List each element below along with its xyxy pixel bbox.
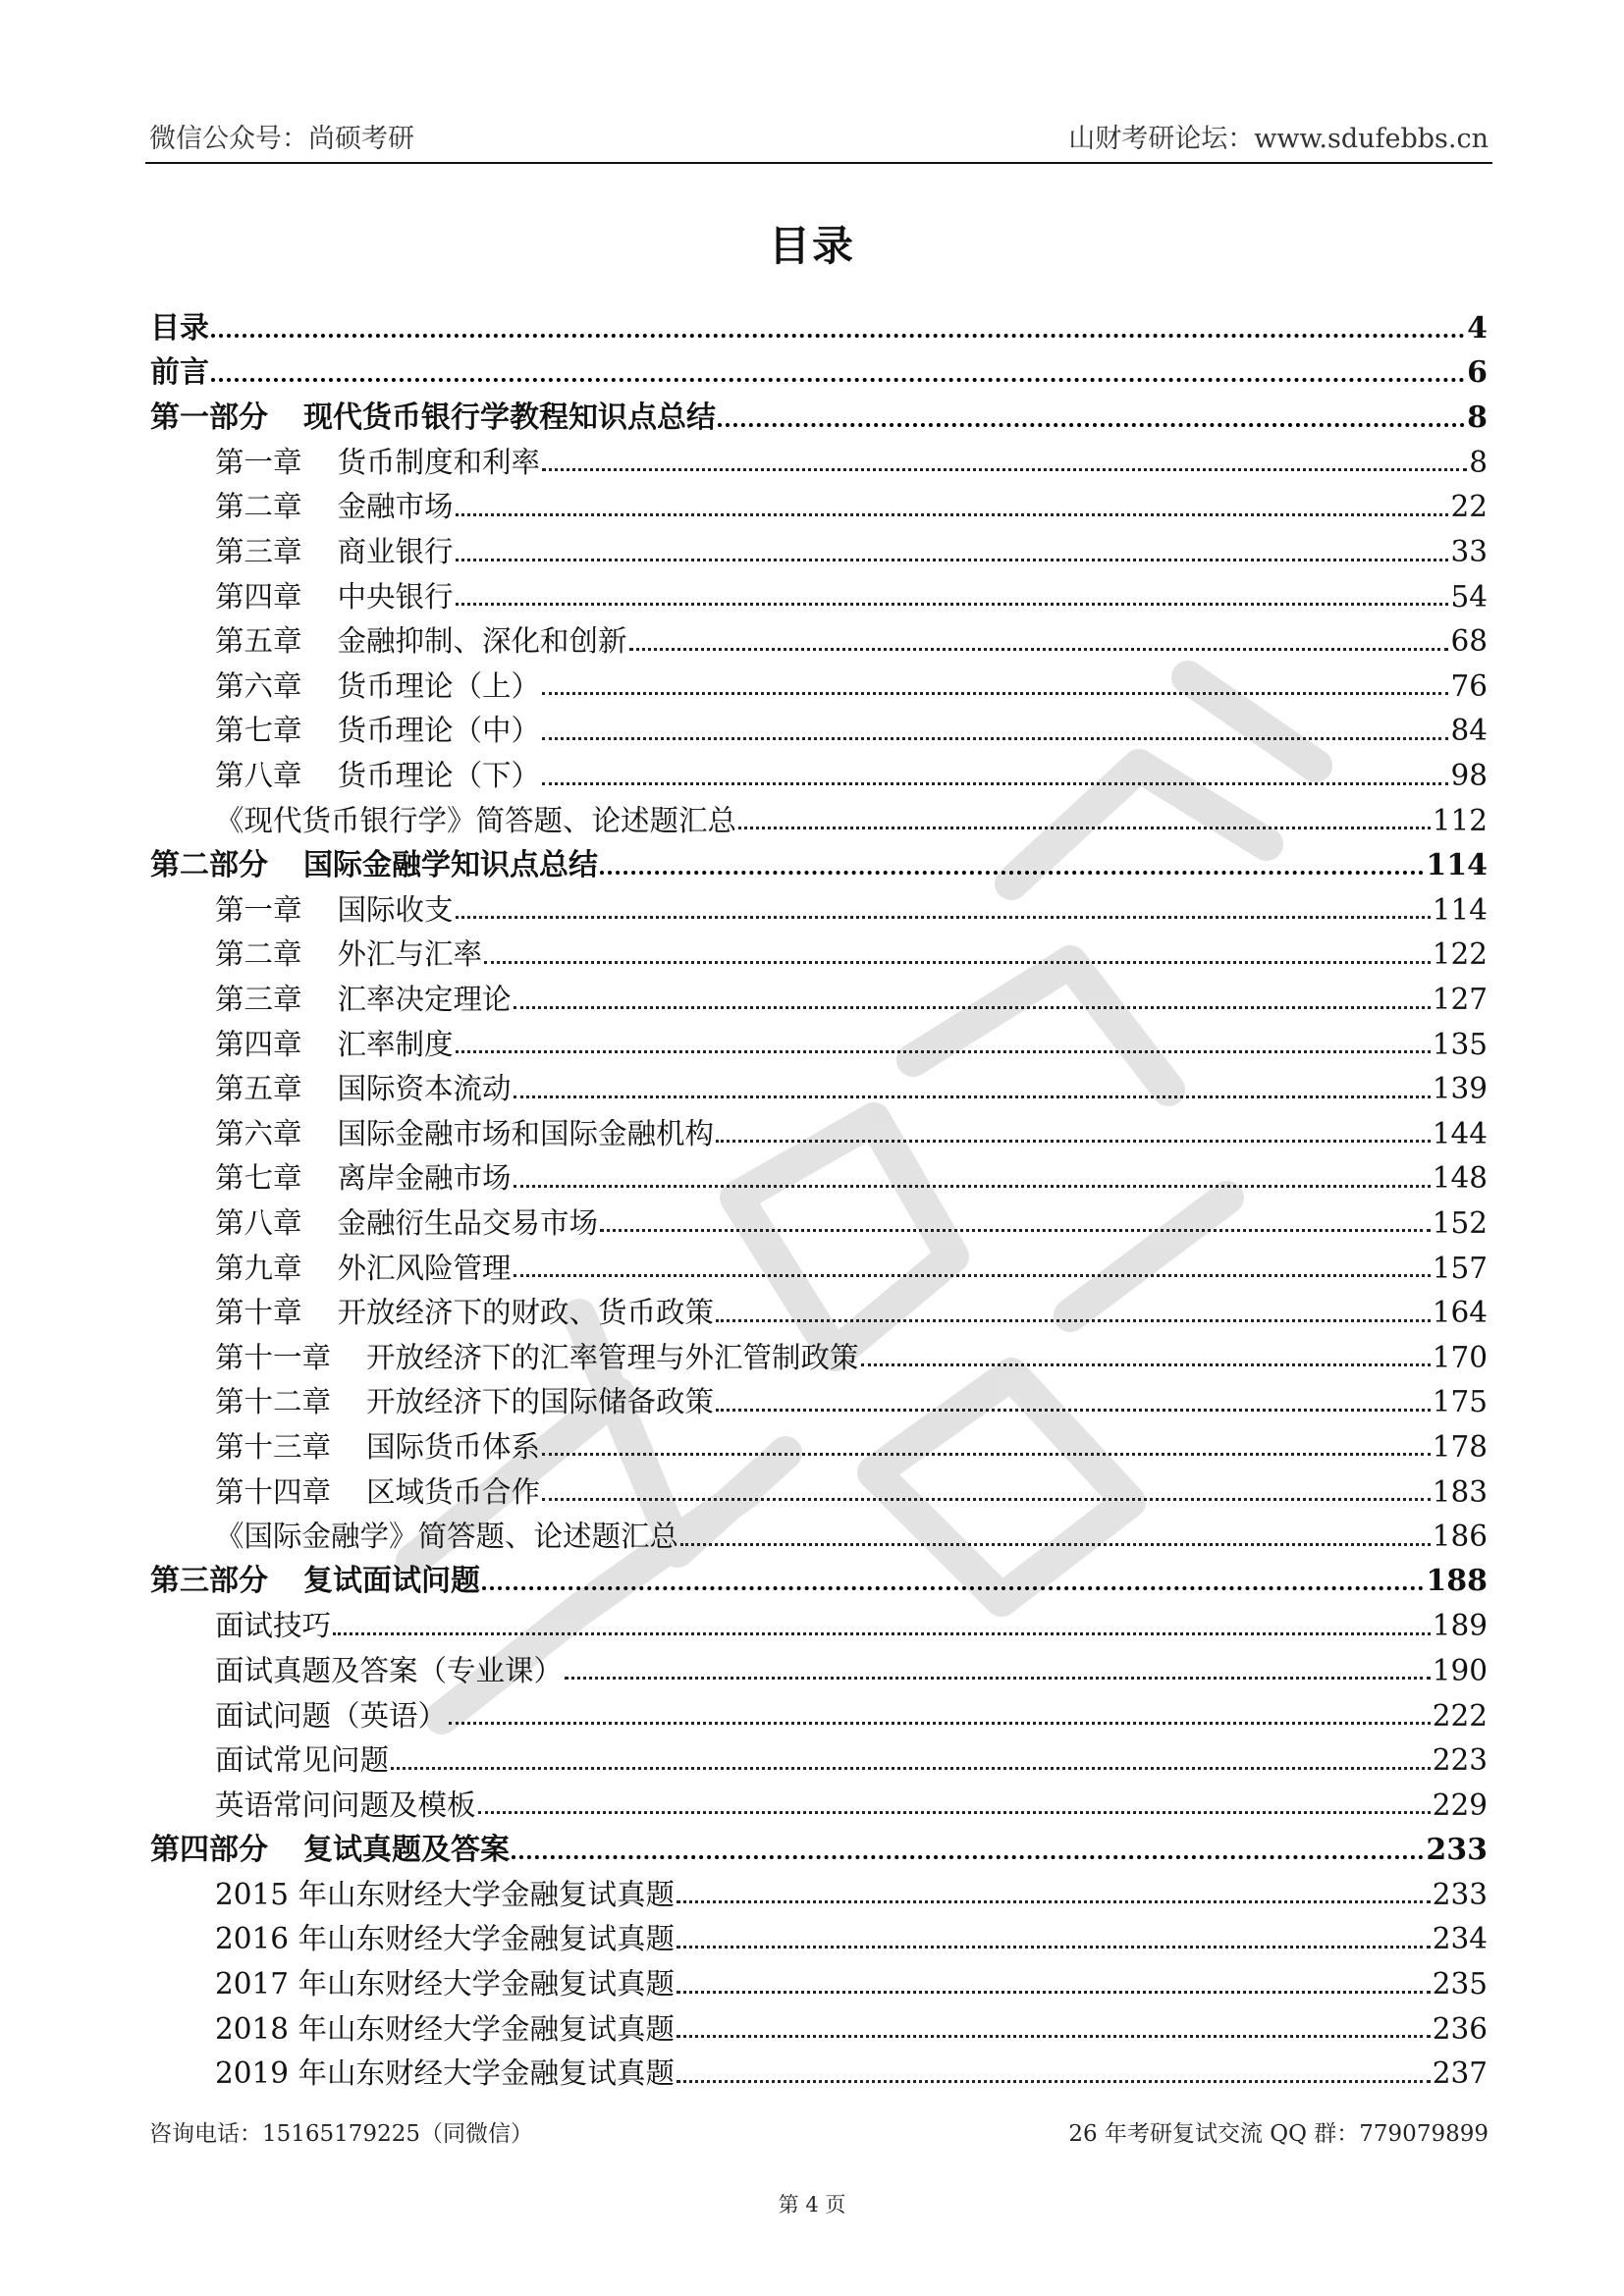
toc-chapter-entry[interactable] (150, 1469, 1488, 1515)
toc-page-number: 122 (1432, 937, 1488, 972)
toc-chapter-entry[interactable] (150, 1962, 1488, 2007)
toc-entry-number: 第三章 (215, 535, 302, 569)
toc-dot-leader (211, 378, 1465, 382)
toc-chapter-entry[interactable] (150, 530, 1488, 575)
toc-entry-number: 第十三章 (215, 1429, 332, 1464)
toc-page-number: 175 (1432, 1385, 1488, 1419)
toc-entry-title (215, 579, 454, 620)
toc-dot-leader (677, 1991, 1431, 1994)
toc-page-number: 223 (1432, 1743, 1488, 1778)
toc-entry-title (150, 1564, 480, 1604)
toc-dot-leader (716, 1409, 1431, 1412)
toc-entry-name: 货币理论（中） (337, 714, 541, 748)
toc-entry-title: 英语常问问题及模板 (215, 1788, 476, 1822)
toc-chapter-entry[interactable] (150, 441, 1488, 486)
toc-page-number: 33 (1450, 535, 1488, 569)
toc-entry-title (150, 847, 598, 888)
toc-entry-title (215, 937, 483, 978)
footer-qq-group: 26 年考研复试交流 QQ 群：779079899 (1068, 2121, 1489, 2147)
toc-entry-name: 国际金融市场和国际金融机构 (337, 1116, 715, 1150)
toc-chapter-entry[interactable] (150, 1336, 1488, 1381)
toc-page-number: 114 (1426, 847, 1488, 882)
toc-dot-leader (716, 1319, 1431, 1322)
toc-entry-number: 第六章 (215, 668, 302, 703)
toc-entry-number: 第一部分 (150, 400, 268, 435)
toc-page-number: 135 (1432, 1027, 1488, 1061)
toc-page-number: 170 (1432, 1340, 1488, 1374)
toc-dot-leader (512, 1855, 1424, 1859)
toc-page-number: 148 (1432, 1161, 1488, 1196)
toc-entry-name: 国际货币体系 (366, 1429, 541, 1464)
toc-dot-leader (677, 1900, 1431, 1903)
toc-entry-name: 商业银行 (337, 535, 454, 569)
toc-entry-name: 金融衍生品交易市场 (337, 1205, 599, 1240)
toc-entry-number: 第三部分 (150, 1564, 268, 1599)
toc-chapter-entry[interactable] (150, 1738, 1488, 1784)
toc-entry-title (215, 983, 512, 1023)
toc-entry-title (215, 535, 454, 575)
toc-entry-number: 第五章 (215, 624, 302, 659)
toc-page-number: 6 (1467, 355, 1488, 391)
toc-dot-leader (738, 827, 1431, 829)
toc-chapter-entry[interactable] (150, 1604, 1488, 1649)
toc-page-number: 229 (1432, 1788, 1488, 1822)
toc-entry-number: 第十二章 (215, 1385, 332, 1419)
toc-entry-name: 外汇与汇率 (337, 937, 483, 972)
toc-dot-leader (542, 1498, 1431, 1501)
toc-entry-title (215, 759, 541, 799)
toc-chapter-entry[interactable] (150, 1917, 1488, 1962)
toc-entry-name: 货币理论（上） (337, 668, 541, 703)
toc-dot-leader (514, 1095, 1431, 1098)
toc-entry-name: 复试面试问题 (303, 1564, 480, 1599)
toc-entry-number: 第一章 (215, 892, 302, 927)
toc-dot-leader (478, 1811, 1431, 1814)
toc-chapter-entry[interactable] (150, 1873, 1488, 1918)
toc-page-number: 4 (1467, 310, 1488, 346)
toc-dot-leader (456, 916, 1431, 919)
footer-phone: 咨询电话：15165179225（同微信） (149, 2121, 533, 2147)
toc-dot-leader (484, 961, 1431, 964)
toc-entry-title: 2019 年山东财经大学金融复试真题 (215, 2056, 675, 2091)
toc-entry-name: 开放经济下的国际储备政策 (366, 1385, 715, 1419)
toc-page-number: 178 (1432, 1429, 1488, 1464)
toc-part-entry[interactable] (150, 396, 1488, 441)
toc-page-number: 233 (1426, 1832, 1488, 1867)
toc-page-number: 139 (1432, 1072, 1488, 1106)
toc-dot-leader (542, 1453, 1431, 1456)
toc-dot-leader (456, 559, 1449, 561)
toc-page-number: 8 (1467, 400, 1488, 435)
toc-page-number: 54 (1450, 579, 1488, 614)
toc-chapter-entry[interactable] (150, 1380, 1488, 1425)
toc-chapter-entry[interactable] (150, 1112, 1488, 1157)
toc-entry-title: 2017 年山东财经大学金融复试真题 (215, 1967, 675, 2002)
toc-entry-title (215, 1251, 512, 1292)
toc-page-number: 8 (1469, 445, 1488, 479)
toc-entry-name: 复试真题及答案 (303, 1832, 510, 1867)
toc-entry-title: 2018 年山东财经大学金融复试真题 (215, 2011, 675, 2046)
toc-entry-title (215, 1072, 512, 1112)
toc-dot-leader (861, 1363, 1431, 1366)
toc-dot-leader (456, 513, 1449, 516)
toc-entry-title (150, 1832, 510, 1873)
toc-page-number: 112 (1432, 803, 1488, 837)
toc-entry-title (215, 714, 541, 754)
page-number: 第 4 页 (778, 2193, 846, 2216)
toc-page-number: 152 (1432, 1205, 1488, 1240)
toc-entry-title (215, 490, 454, 530)
toc-chapter-entry[interactable] (150, 1291, 1488, 1336)
toc-entry-number: 第八章 (215, 1205, 302, 1240)
toc-chapter-entry[interactable] (150, 1784, 1488, 1829)
toc-entry-number: 第五章 (215, 1072, 302, 1106)
toc-entry-title: 《现代货币银行学》简答题、论述题汇总 (215, 803, 737, 837)
toc-part-entry[interactable] (150, 843, 1488, 888)
toc-dot-leader (542, 692, 1448, 695)
toc-entry-title (215, 1027, 454, 1068)
toc-page-number: 127 (1432, 983, 1488, 1016)
toc-dot-leader (718, 423, 1465, 427)
toc-entry-number: 第八章 (215, 759, 302, 793)
toc-chapter-entry[interactable] (150, 575, 1488, 620)
toc-page-number: 233 (1432, 1877, 1488, 1911)
toc-entry-title: 面试问题（英语） (215, 1698, 448, 1733)
toc-part-entry[interactable] (150, 1828, 1488, 1873)
toc-dot-leader (542, 737, 1448, 740)
toc-entry-title: 2016 年山东财经大学金融复试真题 (215, 1922, 675, 1956)
toc-entry-title (215, 624, 627, 665)
toc-entry-number: 第十一章 (215, 1340, 332, 1374)
toc-entry-title (215, 1296, 715, 1336)
toc-dot-leader (449, 1722, 1431, 1725)
toc-page-number: 22 (1450, 490, 1488, 524)
toc-entry-title (150, 400, 716, 441)
toc-page-number: 98 (1450, 759, 1488, 793)
toc-entry-title: 面试真题及答案（专业课） (215, 1653, 564, 1687)
toc-dot-leader (542, 782, 1448, 785)
toc-page-number: 68 (1450, 624, 1488, 659)
toc-entry-number: 第七章 (215, 714, 302, 748)
toc-page-number: 235 (1432, 1967, 1488, 2002)
toc-entry-name: 国际金融学知识点总结 (303, 847, 598, 882)
toc-entry-title: 《国际金融学》简答题、论述题汇总 (215, 1520, 679, 1554)
toc-dot-leader (677, 2080, 1431, 2083)
toc-entry-name: 货币理论（下） (337, 759, 541, 793)
toc-entry-name: 中央银行 (337, 579, 454, 614)
toc-dot-leader (565, 1677, 1431, 1680)
toc-entry-number: 第四部分 (150, 1832, 268, 1867)
toc-part-entry[interactable] (150, 351, 1488, 397)
toc-dot-leader (333, 1632, 1431, 1635)
toc-chapter-entry[interactable] (150, 485, 1488, 530)
toc-page-number: 114 (1432, 892, 1488, 927)
table-of-contents (150, 306, 1488, 2097)
toc-chapter-entry[interactable] (150, 2007, 1488, 2053)
toc-part-entry[interactable] (150, 1560, 1488, 1605)
toc-dot-leader (542, 468, 1467, 471)
toc-entry-title (215, 1161, 512, 1201)
toc-entry-title: 面试常见问题 (215, 1743, 390, 1778)
toc-dot-leader (211, 334, 1465, 338)
toc-dot-leader (456, 603, 1449, 606)
toc-chapter-entry[interactable] (150, 1201, 1488, 1247)
toc-page-number: 76 (1450, 668, 1488, 703)
toc-page-number: 189 (1432, 1609, 1488, 1643)
toc-chapter-entry[interactable] (150, 888, 1488, 934)
toc-dot-leader (600, 1229, 1431, 1232)
toc-dot-leader (456, 1050, 1431, 1053)
toc-entry-number: 第二章 (215, 937, 302, 972)
toc-page-number: 157 (1432, 1251, 1488, 1285)
toc-dot-leader (514, 1006, 1431, 1009)
toc-entry-title (215, 1116, 715, 1157)
page-header (145, 111, 1492, 164)
toc-entry-name: 开放经济下的财政、货币政策 (337, 1296, 715, 1330)
toc-chapter-entry[interactable] (150, 1515, 1488, 1560)
toc-entry-name: 货币制度和利率 (337, 445, 541, 479)
toc-entry-name: 区域货币合作 (366, 1474, 541, 1509)
toc-page-number: 188 (1426, 1564, 1488, 1599)
toc-entry-name: 国际收支 (337, 892, 454, 927)
toc-entry-title (215, 1429, 541, 1470)
toc-chapter-entry[interactable] (150, 1693, 1488, 1738)
toc-page-number: 183 (1432, 1474, 1488, 1509)
toc-chapter-entry[interactable] (150, 799, 1488, 844)
toc-entry-title: 2015 年山东财经大学金融复试真题 (215, 1877, 675, 1911)
toc-page-number: 144 (1432, 1116, 1488, 1150)
toc-dot-leader (391, 1767, 1431, 1770)
toc-page-number: 84 (1450, 714, 1488, 748)
toc-chapter-entry[interactable] (150, 1067, 1488, 1112)
toc-chapter-entry[interactable] (150, 2052, 1488, 2097)
toc-entry-title (215, 1385, 715, 1425)
toc-chapter-entry[interactable] (150, 978, 1488, 1023)
toc-entry-title (215, 892, 454, 934)
toc-entry-number: 第七章 (215, 1161, 302, 1196)
toc-page-number: 164 (1432, 1296, 1488, 1330)
toc-entry-title: 面试技巧 (215, 1609, 332, 1643)
toc-page-number: 236 (1432, 2011, 1488, 2046)
toc-dot-leader (680, 1543, 1431, 1546)
header-wechat-account: 微信公众号：尚硕考研 (149, 124, 414, 154)
toc-entry-number: 第一章 (215, 445, 302, 479)
toc-entry-name: 国际资本流动 (337, 1072, 512, 1106)
toc-entry-title (215, 1205, 599, 1247)
toc-entry-number: 第十章 (215, 1296, 302, 1330)
toc-part-entry[interactable] (150, 306, 1488, 351)
toc-entry-title: 前言 (150, 355, 209, 391)
toc-entry-title: 目录 (150, 310, 209, 346)
toc-page-number: 237 (1432, 2056, 1488, 2091)
toc-entry-number: 第二部分 (150, 847, 268, 882)
toc-chapter-entry[interactable] (150, 665, 1488, 710)
toc-entry-name: 汇率制度 (337, 1027, 454, 1061)
toc-entry-title (215, 445, 541, 486)
toc-entry-number: 第十四章 (215, 1474, 332, 1509)
toc-entry-number: 第二章 (215, 490, 302, 524)
toc-chapter-entry[interactable] (150, 619, 1488, 665)
header-forum-url: 山财考研论坛：www.sdufebbs.cn (1068, 124, 1489, 154)
toc-entry-name: 离岸金融市场 (337, 1161, 512, 1196)
toc-entry-number: 第四章 (215, 1027, 302, 1061)
toc-chapter-entry[interactable] (150, 1023, 1488, 1068)
toc-dot-leader (716, 1140, 1431, 1143)
toc-entry-name: 外汇风险管理 (337, 1251, 512, 1285)
toc-page-number: 186 (1432, 1520, 1488, 1554)
toc-dot-leader (629, 648, 1449, 651)
toc-chapter-entry[interactable] (150, 1156, 1488, 1201)
toc-chapter-entry[interactable] (150, 754, 1488, 799)
toc-entry-title (215, 668, 541, 710)
toc-entry-title (215, 1474, 541, 1516)
toc-chapter-entry[interactable] (150, 709, 1488, 754)
toc-chapter-entry[interactable] (150, 1425, 1488, 1470)
toc-chapter-entry[interactable] (150, 1246, 1488, 1291)
toc-chapter-entry[interactable] (150, 1649, 1488, 1694)
toc-page-number: 190 (1432, 1653, 1488, 1687)
page-title: 目录 (768, 222, 855, 270)
toc-entry-name: 现代货币银行学教程知识点总结 (303, 400, 716, 435)
toc-page-number: 222 (1432, 1698, 1488, 1733)
toc-entry-number: 第四章 (215, 579, 302, 614)
toc-dot-leader (514, 1185, 1431, 1188)
toc-entry-title (215, 1340, 859, 1381)
toc-dot-leader (514, 1274, 1431, 1277)
toc-entry-name: 金融市场 (337, 490, 454, 524)
toc-entry-name: 金融抑制、深化和创新 (337, 624, 627, 659)
toc-entry-number: 第六章 (215, 1116, 302, 1150)
toc-chapter-entry[interactable] (150, 933, 1488, 978)
toc-page-number: 234 (1432, 1922, 1488, 1956)
toc-dot-leader (677, 1946, 1431, 1949)
toc-entry-name: 汇率决定理论 (337, 983, 512, 1016)
toc-dot-leader (600, 871, 1424, 875)
toc-dot-leader (482, 1586, 1424, 1590)
toc-entry-number: 第九章 (215, 1251, 302, 1285)
toc-entry-number: 第三章 (215, 983, 302, 1016)
toc-dot-leader (677, 2035, 1431, 2038)
toc-entry-name: 开放经济下的汇率管理与外汇管制政策 (366, 1340, 859, 1374)
page-footer (145, 2115, 1492, 2155)
